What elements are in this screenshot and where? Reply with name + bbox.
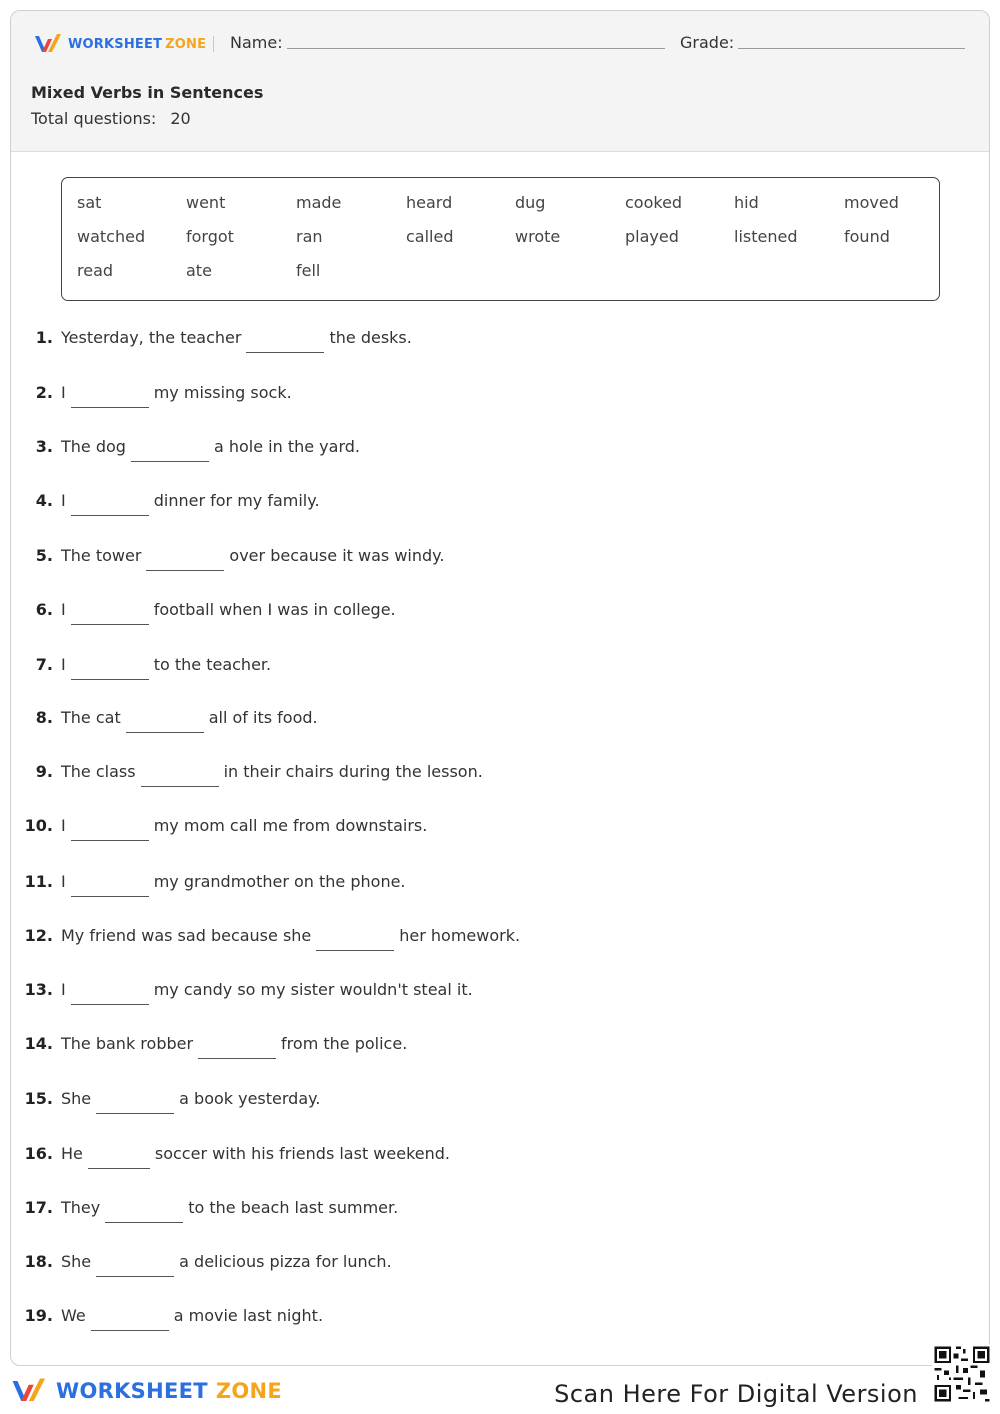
sentence-start: The tower (61, 546, 142, 565)
question-sentence (61, 491, 320, 516)
sentence-end: soccer with his friends last weekend. (154, 1144, 450, 1163)
question-item (11, 1252, 971, 1282)
word-bank-item: cooked (625, 193, 683, 212)
question-sentence (61, 383, 292, 408)
question-number: 11. (24, 872, 53, 891)
question-item (11, 491, 971, 521)
sentence-end: a movie last night. (173, 1306, 324, 1325)
question-number: 15. (24, 1089, 53, 1108)
question-number: 5. (35, 546, 53, 565)
word-bank-item: hid (734, 193, 759, 212)
question-item (11, 600, 971, 630)
question-sentence (61, 708, 318, 733)
word-bank-item: listened (734, 227, 798, 246)
question-sentence (61, 1034, 407, 1059)
question-item (11, 926, 971, 956)
answer-blank[interactable] (146, 546, 224, 571)
word-bank-item: found (844, 227, 890, 246)
question-number: 8. (35, 708, 53, 727)
sentence-end: my mom call me from downstairs. (153, 816, 428, 835)
word-bank (61, 177, 940, 301)
question-sentence (61, 980, 473, 1005)
question-number: 19. (24, 1306, 53, 1325)
sentence-start: I (61, 872, 66, 891)
word-bank-item: dug (515, 193, 546, 212)
question-sentence (61, 655, 271, 680)
word-bank-item: played (625, 227, 679, 246)
answer-blank[interactable] (316, 926, 394, 951)
sentence-start: The class (61, 762, 136, 781)
question-item (11, 816, 971, 846)
sentence-start: The bank robber (61, 1034, 194, 1053)
sentence-start: I (61, 980, 66, 999)
question-item (11, 708, 971, 738)
sentence-end: football when I was in college. (153, 600, 396, 619)
total-questions-value: 20 (170, 109, 191, 128)
question-sentence (61, 762, 483, 787)
sentence-end: her homework. (399, 926, 521, 945)
answer-blank[interactable] (91, 1306, 169, 1331)
question-item (11, 1198, 971, 1228)
sentence-start: I (61, 655, 66, 674)
sentence-start: The cat (61, 708, 121, 727)
question-number: 3. (35, 437, 53, 456)
question-item (11, 1034, 971, 1064)
answer-blank[interactable] (71, 491, 149, 516)
grade-label: Grade: (680, 33, 735, 52)
answer-blank[interactable] (105, 1198, 183, 1223)
answer-blank[interactable] (71, 383, 149, 408)
question-sentence (61, 816, 427, 841)
sentence-start: I (61, 600, 66, 619)
question-item (11, 872, 971, 902)
question-sentence (61, 872, 406, 897)
scan-caption: Scan Here For Digital Version (554, 1380, 918, 1408)
question-item (11, 383, 971, 413)
answer-blank[interactable] (88, 1144, 150, 1169)
sentence-start: The dog (61, 437, 126, 456)
question-number: 14. (24, 1034, 53, 1053)
sentence-start: My friend was sad because she (61, 926, 312, 945)
footer-brand-logo (10, 1376, 282, 1406)
header-divider (213, 36, 214, 52)
answer-blank[interactable] (198, 1034, 276, 1059)
sentence-end: to the teacher. (153, 655, 272, 674)
question-item (11, 437, 971, 467)
answer-blank[interactable] (126, 708, 204, 733)
sentence-start: I (61, 816, 66, 835)
sentence-end: my candy so my sister wouldn't steal it. (153, 980, 473, 999)
worksheet-title: Mixed Verbs in Sentences (31, 83, 264, 102)
question-number: 13. (24, 980, 53, 999)
worksheet-page (10, 10, 990, 1366)
question-item (11, 1144, 971, 1174)
sentence-end: dinner for my family. (153, 491, 320, 510)
question-item (11, 762, 971, 792)
word-bank-item: wrote (515, 227, 561, 246)
sentence-end: my grandmother on the phone. (153, 872, 406, 891)
total-questions (31, 109, 191, 128)
question-number: 4. (35, 491, 53, 510)
sentence-end: a delicious pizza for lunch. (179, 1252, 392, 1271)
word-bank-item: ran (296, 227, 323, 246)
word-bank-item: heard (406, 193, 453, 212)
answer-blank[interactable] (96, 1252, 174, 1277)
answer-blank[interactable] (246, 328, 324, 353)
word-bank-item: watched (77, 227, 146, 246)
footer-brand-word-zone: ZONE (215, 1379, 283, 1403)
name-field[interactable] (287, 48, 665, 49)
sentence-end: from the police. (281, 1034, 408, 1053)
sentence-start: I (61, 491, 66, 510)
question-number: 1. (35, 328, 53, 347)
question-sentence (61, 546, 444, 571)
question-number: 10. (24, 816, 53, 835)
question-number: 9. (35, 762, 53, 781)
answer-blank[interactable] (71, 600, 149, 625)
worksheetzone-logo-icon (10, 1376, 50, 1406)
answer-blank[interactable] (71, 980, 149, 1005)
brand-logo (33, 33, 206, 55)
sentence-end: over because it was windy. (229, 546, 445, 565)
brand-word-zone: ZONE (165, 36, 207, 52)
sentence-start: Yesterday, the teacher (61, 328, 242, 347)
answer-blank[interactable] (141, 762, 219, 787)
word-bank-item: called (406, 227, 454, 246)
question-number: 2. (35, 383, 53, 402)
sentence-end: all of its food. (208, 708, 318, 727)
question-sentence (61, 437, 360, 462)
question-sentence (61, 1252, 392, 1277)
question-sentence (61, 1089, 320, 1114)
question-item (11, 1089, 971, 1119)
word-bank-item: moved (844, 193, 899, 212)
sentence-start: He (61, 1144, 83, 1163)
question-item (11, 546, 971, 576)
sentence-end: a hole in the yard. (213, 437, 360, 456)
question-item (11, 328, 971, 358)
worksheetzone-logo-icon (33, 33, 65, 55)
grade-field[interactable] (738, 48, 965, 49)
sentence-start: I (61, 383, 66, 402)
question-item (11, 980, 971, 1010)
question-sentence (61, 1306, 323, 1331)
sentence-start: She (61, 1252, 92, 1271)
worksheet-header (11, 11, 989, 152)
word-bank-item: read (77, 261, 114, 280)
sentence-end: to the beach last summer. (188, 1198, 399, 1217)
sentence-end: the desks. (329, 328, 412, 347)
question-sentence (61, 328, 412, 353)
question-item (11, 655, 971, 685)
question-number: 6. (35, 600, 53, 619)
qr-code-icon[interactable] (932, 1344, 992, 1404)
word-bank-item: made (296, 193, 342, 212)
footer-brand-word-worksheet: WORKSHEET (56, 1379, 208, 1403)
sentence-start: They (61, 1198, 101, 1217)
answer-blank[interactable] (71, 872, 149, 897)
question-sentence (61, 926, 520, 951)
sentence-end: in their chairs during the lesson. (223, 762, 483, 781)
question-number: 17. (24, 1198, 53, 1217)
question-sentence (61, 600, 396, 625)
word-bank-item: fell (296, 261, 321, 280)
sentence-start: She (61, 1089, 92, 1108)
sentence-start: We (61, 1306, 86, 1325)
sentence-end: my missing sock. (153, 383, 292, 402)
question-number: 18. (24, 1252, 53, 1271)
question-number: 12. (24, 926, 53, 945)
word-bank-item: forgot (186, 227, 234, 246)
brand-word-worksheet: WORKSHEET (68, 36, 163, 52)
word-bank-item: went (186, 193, 226, 212)
question-item (11, 1306, 971, 1336)
question-number: 16. (24, 1144, 53, 1163)
answer-blank[interactable] (96, 1089, 174, 1114)
answer-blank[interactable] (71, 655, 149, 680)
question-number: 7. (35, 655, 53, 674)
footer (0, 1366, 1000, 1414)
total-questions-label: Total questions: (31, 109, 157, 128)
word-bank-item: sat (77, 193, 102, 212)
name-label: Name: (230, 33, 283, 52)
answer-blank[interactable] (71, 816, 149, 841)
question-sentence (61, 1198, 398, 1223)
question-sentence (61, 1144, 450, 1169)
word-bank-item: ate (186, 261, 212, 280)
sentence-end: a book yesterday. (179, 1089, 321, 1108)
answer-blank[interactable] (131, 437, 209, 462)
